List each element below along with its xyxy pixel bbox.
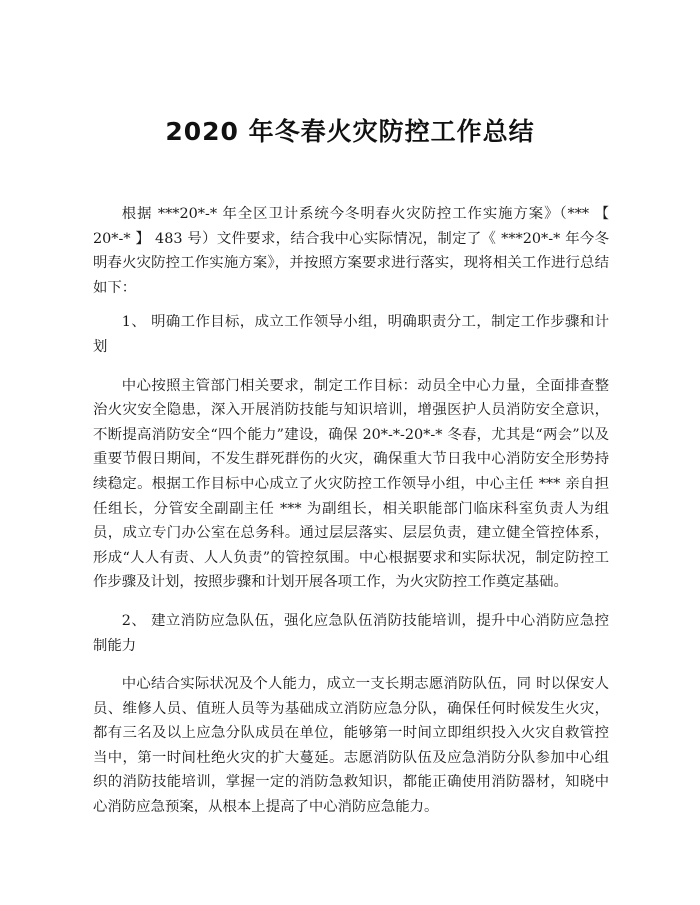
section-body-1: 中心按照主管部门相关要求，制定工作目标：动员全中心力量，全面排查整治火灾安全隐患，深入开展消防技能与知识培训，增强医护人员消防安全意识，不断提高消防安全“四个能力”建设，确保 20*-*-20*-* 冬春，尤其是“两会”以及重要节假日期间，不发生群死群伤的火灾，确保重大节日我中心消防安全形势持续稳定。根据工作目标中心成立了火灾防控工作领导小组，中心主任 *** 亲自担任组长，分管安全副副主任 *** 为副组长，相关职能部门临床科室负责人为组员，成立专门办公室在总务科。通过层层落实、层层负责，建立健全管控体系，形成“人人有责、人人负责”的管控氛围。中心根据要求和实际状况，制定防控工作步骤及计划，按照步骤和计划开展各项工作，为火灾防控工作奠定基础。	[93, 377, 609, 591]
intro-paragraph: 根据 ***20*-* 年全区卫计系统今冬明春火灾防控工作实施方案》（*** 【 20*-* 】 483 号）文件要求，结合我中心实际情况，制定了《 ***20*-* 年今冬明春火灾防控工作实施方案》，并按照方案要求进行落实，现将相关工作进行总结如下：	[93, 206, 609, 296]
section-heading-2: 2、 建立消防应急队伍，强化应急队伍消防技能培训，提升中心消防应急控制能力	[93, 612, 609, 654]
document-title: 2020 年冬春火灾防控工作总结	[165, 117, 535, 146]
document-body	[93, 202, 609, 820]
section-body-2: 中心结合实际状况及个人能力，成立一支长期志愿消防队伍，同 时以保安人员、维修人员、值班人员等为基础成立消防应急分队，确保任何时候发生火灾，都有三名及以上应急分队成员在单位，能够第一时间立即组织投入火灾自救管控当中，第一时间杜绝火灾的扩大蔓延。志愿消防队伍及应急消防分队参加中心组织的消防技能培训，掌握一定的消防急救知识，都能正确使用消防器材，知晓中心消防应急预案，从根本上提高了中心消防应急能力。	[93, 676, 609, 816]
section-heading-1: 1、 明确工作目标，成立工作领导小组，明确职责分工，制定工作步骤和计划	[93, 314, 609, 355]
